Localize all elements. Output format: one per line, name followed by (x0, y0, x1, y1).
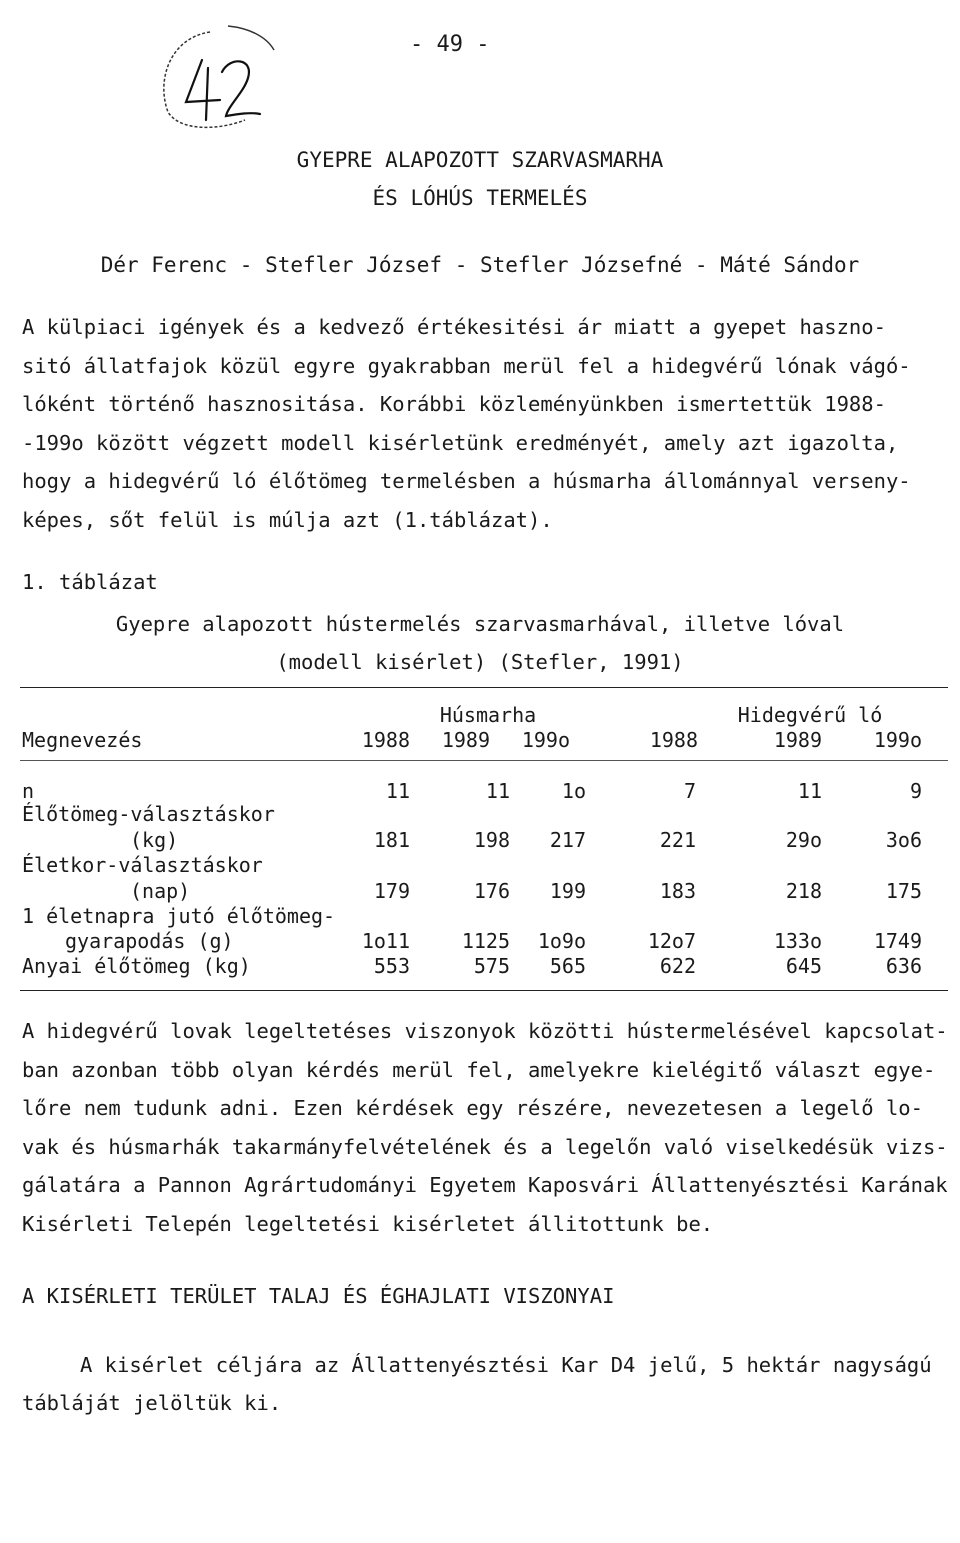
table-cell: 575 (473, 954, 510, 978)
table-cell: 11 (385, 779, 410, 803)
intro-line: lóként történő hasznositása. Korábbi közleményünkben ismertettük 1988- (22, 392, 886, 417)
handwritten-page-mark (150, 20, 280, 130)
body-line: Kisérleti Telepén legeltetési kisérletet állitottunk be. (22, 1211, 714, 1236)
table-cell: 11 (485, 779, 510, 803)
table-cell: 199 (549, 879, 586, 903)
table-cell: 1125 (461, 929, 510, 953)
table-cell: 221 (659, 828, 696, 852)
body-line: ban azonban több olyan kérdés merül fel, amelyekre kielégitő választ egye- (22, 1057, 936, 1082)
row-label: Anyai élőtömeg (kg) (22, 954, 251, 978)
row-sublabel: (nap) (130, 879, 191, 903)
table-cell: 183 (659, 879, 696, 903)
group-header-cattle: Húsmarha (439, 703, 537, 727)
table-header-rule (20, 760, 948, 761)
section-heading: A KISÉRLETI TERÜLET TALAJ ÉS ÉGHAJLATI VISZONYAI (22, 1284, 615, 1308)
table-cell: 1o (561, 779, 586, 803)
table-bottom-rule (20, 990, 948, 991)
group-header-horse: Hidegvérű ló (737, 703, 883, 727)
title-line-1: GYEPRE ALAPOZOTT SZARVASMARHA (296, 148, 664, 172)
row-sublabel: (kg) (130, 828, 179, 852)
table-cell: 198 (473, 828, 510, 852)
column-header-year: 1989 (773, 728, 822, 752)
table-cell: 1o11 (361, 929, 410, 953)
final-paragraph-continuation (22, 1384, 942, 1423)
body-line: gálatára a Pannon Agrártudományi Egyetem Kaposvári Állattenyésztési Karának (22, 1173, 948, 1198)
table-cell: 11 (797, 779, 822, 803)
row-label: n (22, 779, 35, 803)
intro-line: A külpiaci igények és a kedvező értékesitési ár miatt a gyepet haszno- (22, 315, 886, 339)
table-label: 1. táblázat (22, 570, 158, 594)
title-line-2: ÉS LÓHÚS TERMELÉS (372, 186, 588, 210)
table-top-rule (20, 687, 948, 688)
table-cell: 7 (683, 779, 696, 803)
intro-line: -199o között végzett modell kisérletünk eredményét, amely azt igazolta, (22, 430, 899, 455)
table-cell: 9 (909, 779, 922, 803)
column-header-year: 199o (873, 728, 922, 752)
handwritten-mark-drawing (150, 20, 280, 130)
body-line: lőre nem tudunk adni. Ezen kérdések egy részére, nevezetesen a legelő lo- (22, 1096, 923, 1121)
table-cell: 181 (373, 828, 410, 852)
row-label: Életkor-választáskor (22, 853, 263, 877)
table-cell: 179 (373, 879, 410, 903)
table-caption-line-1: Gyepre alapozott hústermelés szarvasmarhával, illetve lóval (115, 612, 845, 636)
final-paragraph (80, 1346, 940, 1385)
table-cell: 218 (785, 879, 822, 903)
column-header-year: 1988 (649, 728, 698, 752)
table-cell: 636 (885, 954, 922, 978)
authors: Dér Ferenc - Stefler József - Stefler Józsefné - Máté Sándor (100, 253, 860, 277)
intro-line: hogy a hidegvérű ló élőtömeg termelésben a húsmarha állománnyal verseny- (22, 469, 911, 494)
row-label: Élőtömeg-választáskor (22, 802, 275, 826)
table-cell: 175 (885, 879, 922, 903)
column-header-name: Megnevezés (22, 728, 143, 752)
table-cell: 217 (549, 828, 586, 852)
table-cell: 3o6 (885, 828, 922, 852)
intro-paragraph (22, 308, 942, 540)
intro-line: sitó állatfajok közül egyre gyakrabban merül fel a hidegvérű lónak vágó- (22, 353, 911, 378)
column-header-year: 199o (521, 728, 570, 752)
intro-line: képes, sőt felül is múlja azt (1.táblázat). (22, 507, 553, 532)
table-cell: 565 (549, 954, 586, 978)
final-line: A kisérlet céljára az Állattenyésztési Kar D4 jelű, 5 hektár nagyságú (80, 1353, 932, 1377)
table-cell: 622 (659, 954, 696, 978)
table-cell: 1749 (873, 929, 922, 953)
table-cell: 553 (373, 954, 410, 978)
row-label: 1 életnapra jutó élőtömeg- (22, 904, 336, 928)
final-line: tábláját jelöltük ki. (22, 1391, 282, 1415)
body-paragraph (22, 1012, 948, 1244)
table-cell: 12o7 (647, 929, 696, 953)
table-cell: 645 (785, 954, 822, 978)
column-header-year: 1988 (361, 728, 410, 752)
table-cell: 133o (773, 929, 822, 953)
table-cell: 1o9o (537, 929, 586, 953)
table-caption-line-2: (modell kisérlet) (Stefler, 1991) (276, 650, 684, 674)
body-line: vak és húsmarhák takarmányfelvételének és a legelőn való viselkedésük vizs- (22, 1134, 948, 1159)
column-header-year: 1989 (441, 728, 490, 752)
table-cell: 29o (785, 828, 822, 852)
row-sublabel: gyarapodás (g) (65, 929, 234, 953)
table-cell: 176 (473, 879, 510, 903)
body-line: A hidegvérű lovak legeltetéses viszonyok közötti hústermelésével kapcsolat- (22, 1019, 948, 1043)
page-number: - 49 - (410, 32, 490, 57)
